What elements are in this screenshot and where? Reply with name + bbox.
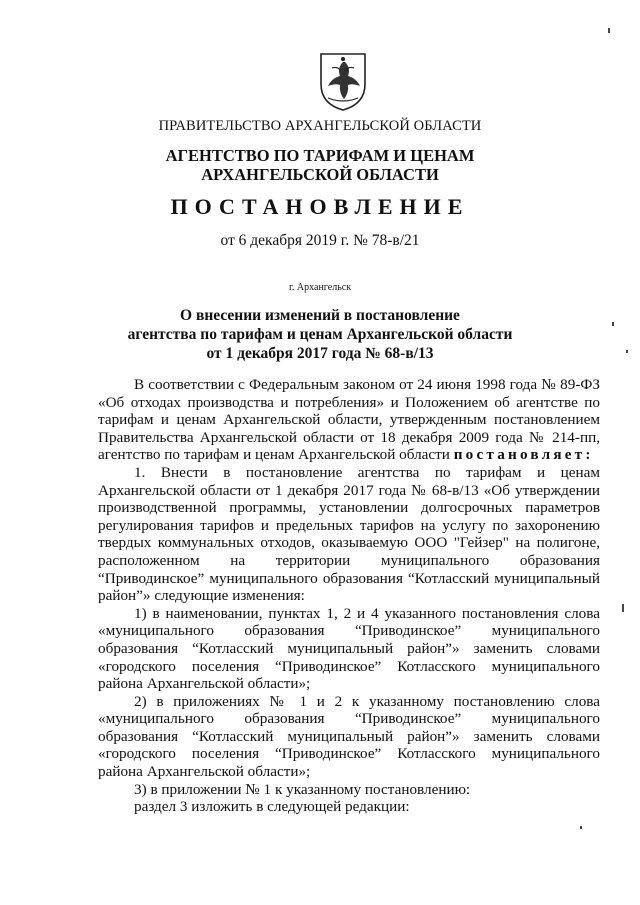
item-1-paragraph: 1. Внести в постановление агентства по тарифам и ценам Архангельской области от 1 декабря 2017 года № 68-в/13 «Об утверждении производственной программы, установлении долгосрочных параметров регулирования тарифов и предельных тарифов на услугу по захоронению твердых коммунальных отходов, оказываемую ООО "Гейзер" на полигоне, расположенном на территории муниципального образования “Приводинское” муниципального образования “Котласский муниципальный район”» следующие изменения: [98, 463, 600, 605]
document-type-title: ПОСТАНОВЛЕНИЕ [170, 194, 470, 219]
preamble-paragraph [98, 376, 600, 464]
document-body [98, 376, 600, 816]
sub-item-3-paragraph: 3) в приложении № 1 к указанному постановлению: [134, 780, 471, 798]
scan-speck [580, 826, 582, 829]
date-and-number: от 6 декабря 2019 г. № 78-в/21 [220, 232, 420, 249]
agency-name [0, 146, 640, 184]
scan-speck [622, 604, 624, 612]
subject-line3: от 1 декабря 2017 года № 68-в/13 [206, 345, 434, 362]
subject-line1: О внесении изменений в постановление [180, 307, 460, 324]
government-name: ПРАВИТЕЛЬСТВО АРХАНГЕЛЬСКОЙ ОБЛАСТИ [158, 118, 482, 134]
sub-item-3a-paragraph: раздел 3 изложить в следующей редакции: [134, 798, 410, 816]
scan-speck [626, 350, 628, 353]
city-name: г. Архангельск [288, 282, 352, 293]
coat-of-arms-icon [318, 50, 368, 112]
sub-item-1-paragraph: 1) в наименовании, пунктах 1, 2 и 4 указанного постановления слова «муниципального образования “Приводинское” муниципального образования “Котласский муниципальный район”» заменить словами «городского поселения “Приводинское” Котласского муниципального района Архангельской области»; [98, 604, 600, 693]
preamble-text: В соответствии с Федеральным законом от 24 июня 1998 года № 89-ФЗ «Об отходах производства и потребления» и Положением об агентстве по тарифам и ценам Архангельской области, утвержденным постановлением Правительства Архангельской области от 18 декабря 2009 года № 214-пп, агентство по тарифам и ценам Архангельской области [98, 376, 600, 464]
subject-line2: агентства по тарифам и ценам Архангельской области [127, 326, 513, 343]
decree-word: постановляет: [453, 446, 594, 464]
document-subject [0, 306, 640, 363]
scan-speck [608, 28, 610, 33]
sub-item-2-paragraph: 2) в приложениях № 1 и 2 к указанному постановлению слова «муниципального образования “Приводинское” муниципального образования “Котласский муниципальный район”» заменить словами «городского поселения “Приводинское” Котласского муниципального района Архангельской области»; [98, 692, 600, 781]
agency-name-line1: АГЕНТСТВО ПО ТАРИФАМ И ЦЕНАМ [165, 146, 475, 165]
agency-name-line2: АРХАНГЕЛЬСКОЙ ОБЛАСТИ [201, 165, 439, 184]
scan-speck [612, 322, 614, 326]
